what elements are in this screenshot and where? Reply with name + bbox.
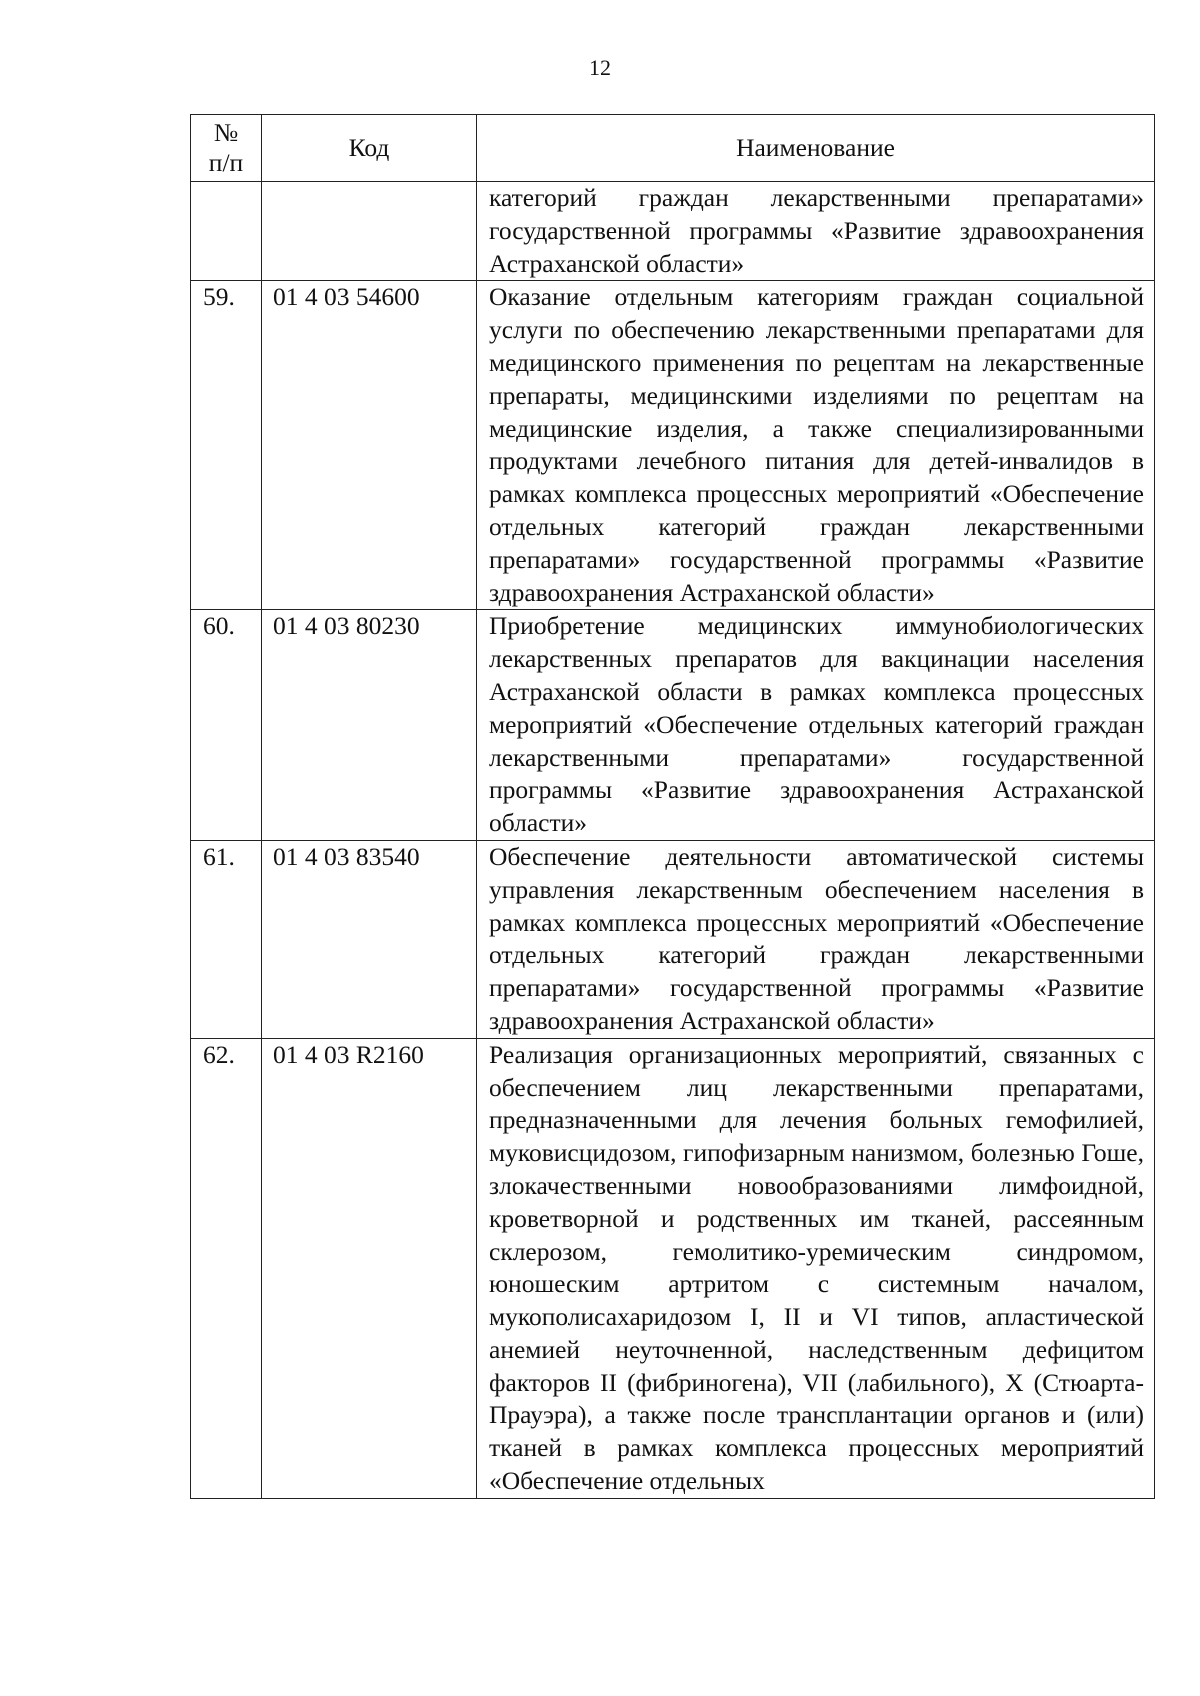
- table-row: [191, 182, 1155, 281]
- codes-table: [190, 114, 1155, 1499]
- header-number-sign: №: [213, 118, 239, 147]
- table-row: [191, 610, 1155, 841]
- header-code: Код: [262, 115, 477, 182]
- header-number: [191, 115, 262, 182]
- header-name: Наименование: [477, 115, 1155, 182]
- table-row: [191, 281, 1155, 610]
- row-code: 01 4 03 80230: [262, 610, 477, 841]
- row-number: [191, 182, 262, 281]
- row-name: Приобретение медицинских иммунобиологических лекарственных препаратов для вакцинации населения Астраханской области в рамках комплекса процессных мероприятий «Обеспечение отдельных категорий граждан лекарственными препаратами» государственной программы «Развитие здравоохранения Астраханской области»: [477, 610, 1155, 841]
- header-number-abbr: п/п: [208, 148, 244, 177]
- row-code: 01 4 03 R2160: [262, 1038, 477, 1498]
- table-header-row: [191, 115, 1155, 182]
- row-number: 62.: [191, 1038, 262, 1498]
- row-name: категорий граждан лекарственными препаратами» государственной программы «Развитие здравоохранения Астраханской области»: [477, 182, 1155, 281]
- row-name: Обеспечение деятельности автоматической системы управления лекарственным обеспечением населения в рамках комплекса процессных мероприятий «Обеспечение отдельных категорий граждан лекарственными препаратами» государственной программы «Развитие здравоохранения Астраханской области»: [477, 840, 1155, 1038]
- table-row: [191, 840, 1155, 1038]
- row-code: 01 4 03 54600: [262, 281, 477, 610]
- row-code: 01 4 03 83540: [262, 840, 477, 1038]
- page-number: 12: [589, 55, 611, 80]
- row-name: Оказание отдельным категориям граждан социальной услуги по обеспечению лекарственными препаратами для медицинского применения по рецептам на лекарственные препараты, медицинскими изделиями по рецептам на медицинские изделия, а также специализированными продуктами лечебного питания для детей-инвалидов в рамках комплекса процессных мероприятий «Обеспечение отдельных категорий граждан лекарственными препаратами» государственной программы «Развитие здравоохранения Астраханской области»: [477, 281, 1155, 610]
- row-number: 59.: [191, 281, 262, 610]
- row-number: 61.: [191, 840, 262, 1038]
- table-row: [191, 1038, 1155, 1498]
- row-number: 60.: [191, 610, 262, 841]
- row-code: [262, 182, 477, 281]
- row-name: Реализация организационных мероприятий, связанных с обеспечением лиц лекарственными препаратами, предназначенными для лечения больных гемофилией, муковисцидозом, гипофизарным нанизмом, болезнью Гоше, злокачественными новообразованиями лимфоидной, кроветворной и родственных им тканей, рассеянным склерозом, гемолитико-уремическим синдромом, юношеским артритом с системным началом, мукополисахаридозом I, II и VI типов, апластической анемией неуточненной, наследственным дефицитом факторов II (фибриногена), VII (лабильного), X (Стюарта-Прауэра), а также после трансплантации органов и (или) тканей в рамках комплекса процессных мероприятий «Обеспечение отдельных: [477, 1038, 1155, 1498]
